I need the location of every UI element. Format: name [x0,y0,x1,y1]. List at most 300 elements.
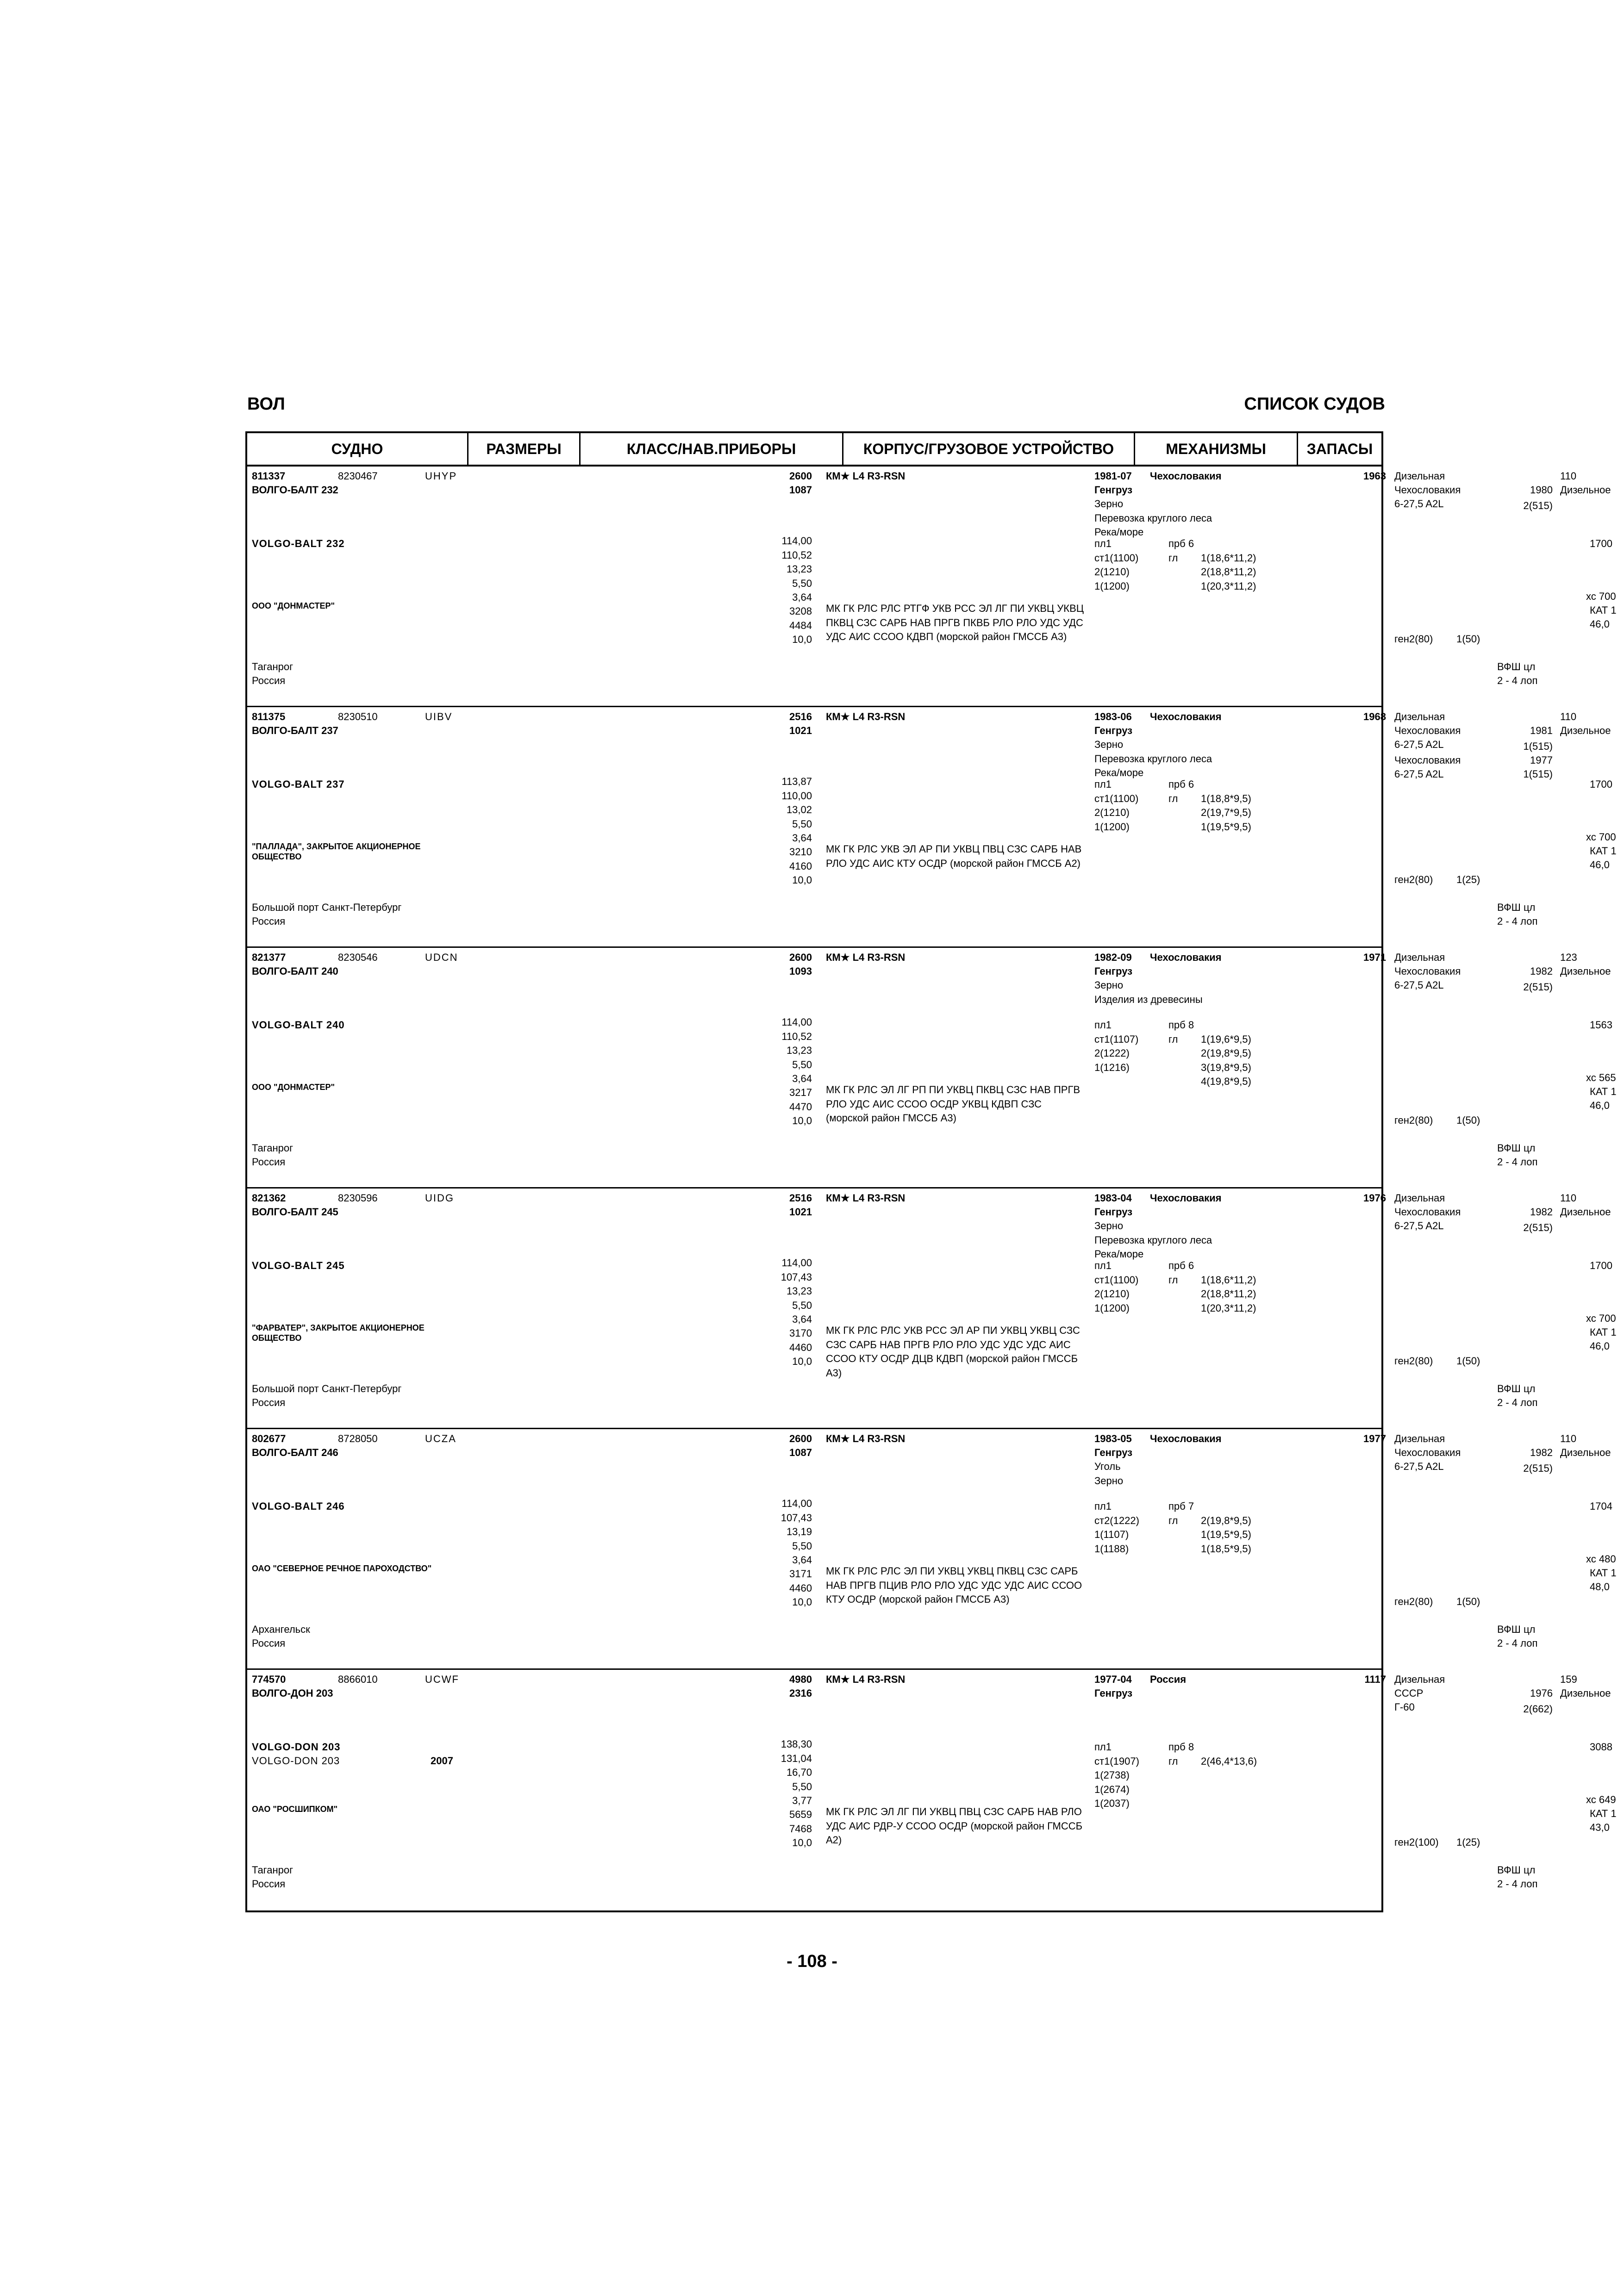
dimension-value: 110,52 [781,1030,812,1042]
fuel-type: Дизельное [1560,1687,1611,1699]
fuel-quantity: 1704 [1590,1500,1612,1512]
column-header-vessel: СУДНО [247,433,468,465]
ship-entry [247,467,1617,707]
dimension-value: 5,50 [792,1058,812,1070]
hatch-type [1168,1061,1194,1075]
main-dimensions [756,1737,812,1808]
nav-equipment: МК ГК РЛС ЭЛ ЛГ ПИ УКВЦ ПВЦ СЗС САРБ НАВ РЛО УДС АИС РДР-У ССОО ОСДР (морской район ГМССБ А2) [826,1806,1083,1846]
hatch-type: прб 6 [1168,1260,1194,1271]
category: КАТ 1 [1590,1808,1617,1819]
flag-country: Россия [252,1878,286,1890]
hold-capacity: 2(1210) [1094,1288,1130,1300]
engine-type: Дизельная [1394,1674,1445,1685]
class-notation: КМ★ L4 R3-RSN [826,1433,906,1444]
ship-owner: ООО "ДОНМАСТЕР" [252,1083,335,1092]
gross-tonnage: 2600 [789,952,812,963]
hatch-size-list [1201,1018,1251,1089]
cargo-item: Зерно [1094,498,1124,510]
class-notation: КМ★ L4 R3-RSN [826,711,906,722]
generators: ген2(80) [1394,1355,1433,1367]
capacity-value: 3171 [789,1568,812,1580]
call-sign: UDCN [425,952,458,963]
deadweight: 2316 [789,1687,812,1699]
build-date: 1981-07 [1094,470,1132,482]
build-country: Чехословакия [1150,952,1222,963]
hatch-size: 1(18,5*9,5) [1201,1543,1251,1555]
propeller-blades: 2 - 4 лоп [1497,1878,1538,1890]
engine-model: 6-27,5 A2L [1394,979,1444,991]
deadweight: 1021 [789,725,812,736]
engine-country: Чехословакия [1394,484,1461,496]
ship-type: Генгруз [1094,965,1133,977]
dimension-value: 5,50 [792,818,812,830]
engine-year: 1982 [1530,965,1553,977]
category-value: 43,0 [1590,1822,1610,1833]
dimension-value: 114,00 [781,1498,812,1509]
category-value: 46,0 [1590,859,1610,871]
former-name-year: 2007 [431,1755,453,1767]
main-dimensions [756,534,812,605]
hatch-size [1201,1797,1257,1811]
column-header-supplies: ЗАПАСЫ [1306,440,1373,457]
gross-tonnage: 2600 [789,1433,812,1444]
call-sign: UCZA [425,1433,456,1444]
nav-equipment: МК ГК РЛС ЭЛ ЛГ РП ПИ УКВЦ ПКВЦ СЗС НАВ ПРГВ РЛО УДС АИС ССОО ОСДР УКВЦ КДВП СЗС (морской район ГМССБ А3) [826,1084,1081,1124]
deadweight: 1021 [789,1206,812,1218]
engine-year: 1980 [1530,484,1553,496]
dimension-value: 3,64 [792,1554,812,1566]
hatch-size-list [1201,778,1251,834]
main-dimensions [756,1497,812,1568]
dimension-value: 107,43 [781,1512,812,1524]
cargo-item: Зерно [1094,1220,1124,1232]
home-port: Таганрог [252,661,294,672]
emergency-generator: 1(50) [1456,1355,1480,1367]
ship-owner: ОАО "РОСШИПКОМ" [252,1804,338,1814]
dimension-value: 114,00 [781,1016,812,1028]
dimension-value: 3,77 [792,1795,812,1806]
hatch-size: 1(19,6*9,5) [1201,1033,1251,1045]
emergency-generator: 1(50) [1456,1114,1480,1126]
column-header-class: КЛАСС/НАВ.ПРИБОРЫ [581,433,843,465]
build-country: Чехословакия [1150,1433,1222,1444]
engine2-year: 1977 [1530,754,1553,766]
ship-owner: "ФАРВАТЕР", ЗАКРЫТОЕ АКЦИОНЕРНОЕ ОБЩЕСТВО [252,1323,425,1343]
home-port: Архангельск [252,1624,310,1635]
engine2-count: 1(515) [1523,768,1553,780]
hold-capacity: 1(1216) [1094,1061,1130,1073]
ship-name-latin: VOLGO-BALT 240 [252,1019,345,1031]
dimension-value: 114,00 [781,535,812,547]
capacity-value: 4470 [789,1101,812,1113]
page-title: СПИСОК СУДОВ [1244,394,1385,414]
engine-country: Чехословакия [1394,725,1461,736]
category: КАТ 1 [1590,1086,1617,1097]
category-value: 46,0 [1590,1340,1610,1352]
hatch-size-list [1201,1259,1256,1315]
dimension-value: 13,19 [786,1526,812,1537]
engine-country: Чехословакия [1394,965,1461,977]
call-sign: UIDG [425,1192,454,1204]
hold-capacity: 1(2738) [1094,1769,1130,1781]
hold-capacity: ст1(1907) [1094,1755,1139,1767]
ship-entry [247,948,1617,1188]
category: КАТ 1 [1590,604,1617,616]
build-country: Чехословакия [1150,711,1222,722]
ship-owner: ОАО "СЕВЕРНОЕ РЕЧНОЕ ПАРОХОДСТВО" [252,1564,432,1573]
capacity-value: 4460 [789,1341,812,1353]
imo-number: 8866010 [338,1674,378,1685]
holds-list [1094,537,1138,593]
ship-name-latin: VOLGO-DON 203 [252,1741,341,1753]
capacity-value: 10,0 [792,874,812,886]
capacity-value: 10,0 [792,634,812,645]
crew-value: хс 565 [1586,1072,1616,1083]
cargo-item: Зерно [1094,739,1124,750]
hold-capacity: 1(1188) [1094,1543,1129,1555]
hold-capacity: 1(1200) [1094,821,1130,833]
propeller-blades: 2 - 4 лоп [1497,915,1538,927]
build-date: 1983-06 [1094,711,1132,722]
engine-count: 2(515) [1523,500,1553,511]
hatch-size-list [1201,1740,1257,1811]
category-value: 48,0 [1590,1581,1610,1593]
holds-list [1094,1018,1138,1089]
built-year: 1971 [1363,952,1386,963]
hatch-size [1201,778,1251,792]
capacity-value: 4160 [789,860,812,872]
cargo-item: Река/море [1094,526,1144,538]
hatch-type: прб 8 [1168,1019,1194,1031]
cargo-item: Перевозка круглого леса [1094,512,1212,524]
engine-type: Дизельная [1394,1192,1445,1204]
hatch-size [1201,1500,1251,1514]
hold-capacity: ст1(1100) [1094,552,1139,564]
dimension-value: 3,64 [792,1313,812,1325]
engine2-country: Чехословакия [1394,754,1461,766]
hatch-size: 1(18,6*11,2) [1201,552,1256,564]
hatch-size: 2(19,8*9,5) [1201,1514,1251,1526]
build-date: 1983-05 [1094,1433,1132,1444]
imo-number: 8230596 [338,1192,378,1204]
dimension-value: 5,50 [792,1780,812,1792]
capacity-value: 3217 [789,1087,812,1098]
registry-number: 821362 [252,1192,286,1204]
class-notation: КМ★ L4 R3-RSN [826,952,906,963]
ship-register-table [245,431,1617,1912]
speed-value: 110 [1560,470,1577,482]
dimension-value: 110,52 [781,549,812,561]
cargo-item: Зерно [1094,979,1124,991]
capacity-value: 10,0 [792,1596,812,1608]
hold-capacity: пл1 [1094,1019,1112,1031]
hatch-size [1201,1018,1251,1033]
built-year: 1117 [1364,1674,1386,1685]
deadweight: 1087 [789,484,812,496]
hold-capacity: ст1(1107) [1094,1033,1139,1045]
imo-number: 8230510 [338,711,378,722]
fuel-quantity: 1700 [1590,778,1612,790]
engine-count: 2(515) [1523,1222,1553,1233]
build-country: Чехословакия [1150,470,1222,482]
hold-capacity: 1(1200) [1094,580,1130,592]
flag-country: Россия [252,915,286,927]
flag-country: Россия [252,1637,286,1649]
call-sign: UIBV [425,711,453,722]
crew-value: хс 700 [1586,1313,1616,1324]
class-notation: КМ★ L4 R3-RSN [826,1674,906,1685]
engine-count: 2(662) [1523,1703,1553,1715]
hatch-type: гл [1168,1755,1178,1767]
cargo-list [1094,1219,1212,1262]
hatch-type [1168,1542,1194,1556]
ship-entry [247,707,1617,948]
hatch-type [1168,1528,1194,1542]
ship-name-latin: VOLGO-BALT 237 [252,778,345,790]
emergency-generator: 1(50) [1456,1596,1480,1607]
fuel-type: Дизельное [1560,1206,1611,1218]
build-date: 1982-09 [1094,952,1132,963]
ship-owner: "ПАЛЛАДА", ЗАКРЫТОЕ АКЦИОНЕРНОЕ ОБЩЕСТВО [252,842,421,861]
hatch-type [1168,579,1194,594]
hold-capacity: пл1 [1094,1260,1112,1271]
hatch-size: 1(20,3*11,2) [1201,580,1256,592]
gross-tonnage: 2516 [789,1192,812,1204]
fuel-type: Дизельное [1560,965,1611,977]
fuel-type: Дизельное [1560,1447,1611,1458]
home-port: Таганрог [252,1142,294,1154]
speed-value: 123 [1560,952,1577,963]
engine-year: 1981 [1530,725,1553,736]
registry-number: 821377 [252,952,286,963]
ship-entry [247,1429,1617,1670]
dimension-value: 13,23 [786,1045,812,1056]
hold-capacity: 2(1210) [1094,566,1130,578]
engine-model: 6-27,5 A2L [1394,739,1444,750]
main-dimensions [756,1256,812,1327]
hatch-type: гл [1168,552,1178,564]
capacity-value: 5659 [789,1809,812,1820]
holds-list [1094,1259,1138,1315]
registry-number: 811337 [252,470,286,482]
crew-value: хс 480 [1586,1553,1616,1565]
imo-number: 8230467 [338,470,378,482]
hatch-type [1168,1046,1194,1061]
propeller-type: ВФШ цл [1497,1383,1536,1394]
cargo-item: Перевозка круглого леса [1094,1234,1212,1246]
hatch-size: 2(46,4*13,6) [1201,1755,1257,1767]
call-sign: UCWF [425,1674,459,1685]
dimension-value: 13,02 [786,804,812,815]
engine-country: Чехословакия [1394,1206,1461,1218]
hatch-size: 1(20,3*11,2) [1201,1302,1256,1314]
hatch-type: гл [1168,1514,1178,1526]
hold-capacity: 1(1107) [1094,1529,1129,1540]
home-port: Большой порт Санкт-Петербург [252,1383,402,1394]
capacity-value: 7468 [789,1823,812,1835]
engine-year: 1982 [1530,1206,1553,1218]
column-headers [247,433,1381,467]
hatch-type-list [1168,1018,1194,1089]
engine2-model: 6-27,5 A2L [1394,768,1444,780]
hatch-type [1168,1287,1194,1301]
column-header-hull: КОРПУС/ГРУЗОВОЕ УСТРОЙСТВО [843,433,1135,465]
hatch-size [1201,1768,1257,1783]
engine-type: Дизельная [1394,470,1445,482]
imo-number: 8728050 [338,1433,378,1444]
ship-name-latin-former: VOLGO-DON 203 [252,1755,340,1767]
engine-model: 6-27,5 A2L [1394,498,1444,510]
nav-equipment: МК ГК РЛС РЛС ЭЛ ПИ УКВЦ УКВЦ ПКВЦ СЗС САРБ НАВ ПРГВ ПЦИВ РЛО РЛО УДС УДС УДС АИС ССОО КТУ ОСДР (морской район ГМССБ А3) [826,1565,1082,1605]
fuel-quantity: 3088 [1590,1741,1612,1753]
dimension-value: 3,64 [792,1073,812,1084]
engine-type: Дизельная [1394,1433,1445,1444]
hold-capacity: пл1 [1094,1500,1112,1512]
propeller-type: ВФШ цл [1497,902,1536,913]
ship-type: Генгруз [1094,484,1133,496]
nav-equipment: МК ГК РЛС РЛС РТГФ УКВ РСС ЭЛ ЛГ ПИ УКВЦ УКВЦ ПКВЦ СЗС САРБ НАВ ПРГВ ПКВБ РЛО РЛО УДС УДС УДС АИС ССОО КДВП (морской район ГМССБ А3) [826,603,1084,642]
capacity-value: 3170 [789,1327,812,1339]
hatch-size [1201,1783,1257,1797]
propeller-type: ВФШ цл [1497,1864,1536,1876]
hatch-size: 1(18,8*9,5) [1201,792,1251,804]
hatch-type-list [1168,1740,1194,1811]
flag-country: Россия [252,1397,286,1408]
engine-year: 1982 [1530,1447,1553,1458]
dimension-value: 3,64 [792,591,812,603]
engine-model: Г-60 [1394,1701,1415,1713]
build-date: 1983-04 [1094,1192,1132,1204]
hold-capacity: ст1(1100) [1094,792,1139,804]
generators: ген2(80) [1394,874,1433,885]
propeller-type: ВФШ цл [1497,1624,1536,1635]
engine-model: 6-27,5 A2L [1394,1220,1444,1232]
nav-equipment: МК ГК РЛС УКВ ЭЛ АР ПИ УКВЦ ПВЦ СЗС САРБ НАВ РЛО УДС АИС КТУ ОСДР (морской район ГМССБ А2) [826,843,1082,869]
hatch-size: 1(18,6*11,2) [1201,1274,1256,1286]
engine-country: СССР [1394,1687,1424,1699]
capacity-value: 3210 [789,846,812,858]
hold-capacity: ст1(1100) [1094,1274,1139,1286]
crew-value: хс 700 [1586,591,1616,602]
category: КАТ 1 [1590,845,1617,857]
dimension-value: 113,87 [781,776,812,787]
fuel-type: Дизельное [1560,725,1611,736]
cargo-item: Перевозка круглого леса [1094,753,1212,765]
ship-name: ВОЛГО-БАЛТ 240 [252,965,338,977]
dimension-value: 138,30 [781,1738,812,1750]
speed-value: 110 [1560,711,1577,722]
class-notation: КМ★ L4 R3-RSN [826,470,906,482]
speed-value: 110 [1560,1192,1577,1204]
build-date: 1977-04 [1094,1674,1132,1685]
ship-name: ВОЛГО-БАЛТ 237 [252,725,338,736]
emergency-generator: 1(25) [1456,874,1480,885]
emergency-generator: 1(50) [1456,633,1480,645]
engine-country: Чехословакия [1394,1447,1461,1458]
capacity-values [756,1567,812,1610]
capacity-values [756,1086,812,1128]
ship-name-latin: VOLGO-BALT 245 [252,1260,345,1271]
hatch-size: 2(18,8*11,2) [1201,1288,1256,1300]
hatch-type-list [1168,537,1194,593]
deadweight: 1093 [789,965,812,977]
flag-country: Россия [252,1156,286,1168]
hatch-type: прб 6 [1168,778,1194,790]
hatch-size-list [1201,537,1256,593]
generators: ген2(80) [1394,1114,1433,1126]
nav-equipment: МК ГК РЛС РЛС УКВ РСС ЭЛ АР ПИ УКВЦ УКВЦ СЗС СЗС САРБ НАВ ПРГВ РЛО РЛО УДС УДС УДС АИС ССОО КТУ ОСДР ДЦВ КДВП (морской район ГМССБ А3) [826,1325,1080,1379]
hatch-type: гл [1168,792,1178,804]
capacity-values [756,845,812,888]
ship-name: ВОЛГО-ДОН 203 [252,1687,333,1699]
hold-capacity: пл1 [1094,778,1112,790]
ship-owner: ООО "ДОНМАСТЕР" [252,601,335,610]
hatch-size: 2(18,8*11,2) [1201,566,1256,578]
hatch-type [1168,1783,1194,1797]
generators: ген2(80) [1394,1596,1433,1607]
propeller-blades: 2 - 4 лоп [1497,1156,1538,1168]
hatch-type: гл [1168,1274,1178,1286]
capacity-values [756,1326,812,1369]
hatch-type-list [1168,1259,1194,1315]
category-value: 46,0 [1590,1100,1610,1111]
engine-count: 1(515) [1523,740,1553,752]
column-header-dimensions: РАЗМЕРЫ [468,433,581,465]
cargo-item: Река/море [1094,767,1144,778]
dimension-value: 5,50 [792,1540,812,1552]
deadweight: 1087 [789,1447,812,1458]
cargo-list [1094,497,1212,540]
dimension-value: 107,43 [781,1271,812,1283]
hatch-type: прб 6 [1168,538,1194,549]
speed-value: 110 [1560,1433,1577,1444]
gross-tonnage: 2516 [789,711,812,722]
hatch-type-list [1168,778,1194,834]
hold-capacity: 2(1210) [1094,807,1130,818]
hatch-size [1201,1259,1256,1273]
dimension-value: 114,00 [781,1257,812,1269]
capacity-value: 4484 [789,619,812,631]
hatch-size: 1(19,5*9,5) [1201,1529,1251,1540]
main-dimensions [756,775,812,846]
hatch-size: 4(19,8*9,5) [1201,1076,1251,1087]
hatch-type [1168,806,1194,820]
hold-capacity: 1(2037) [1094,1798,1130,1809]
hatch-type [1168,1301,1194,1316]
generators: ген2(80) [1394,633,1433,645]
cargo-list [1094,1460,1123,1502]
hatch-size [1201,537,1256,551]
hatch-type [1168,1768,1194,1783]
entries-list [247,467,1617,1910]
ship-entry [247,1188,1617,1429]
ship-name: ВОЛГО-БАЛТ 232 [252,484,338,496]
speed-value: 159 [1560,1674,1577,1685]
capacity-values [756,604,812,647]
hatch-type: гл [1168,1033,1178,1045]
capacity-values [756,1808,812,1850]
gross-tonnage: 4980 [789,1674,812,1685]
hatch-type [1168,820,1194,834]
fuel-quantity: 1700 [1590,1260,1612,1271]
section-code: ВОЛ [247,394,285,414]
page-number: - 108 - [787,1952,837,1971]
hatch-type [1168,565,1194,579]
engine-type: Дизельная [1394,952,1445,963]
cargo-list [1094,738,1212,780]
hatch-size: 3(19,8*9,5) [1201,1061,1251,1073]
ship-name-latin: VOLGO-BALT 246 [252,1500,345,1512]
